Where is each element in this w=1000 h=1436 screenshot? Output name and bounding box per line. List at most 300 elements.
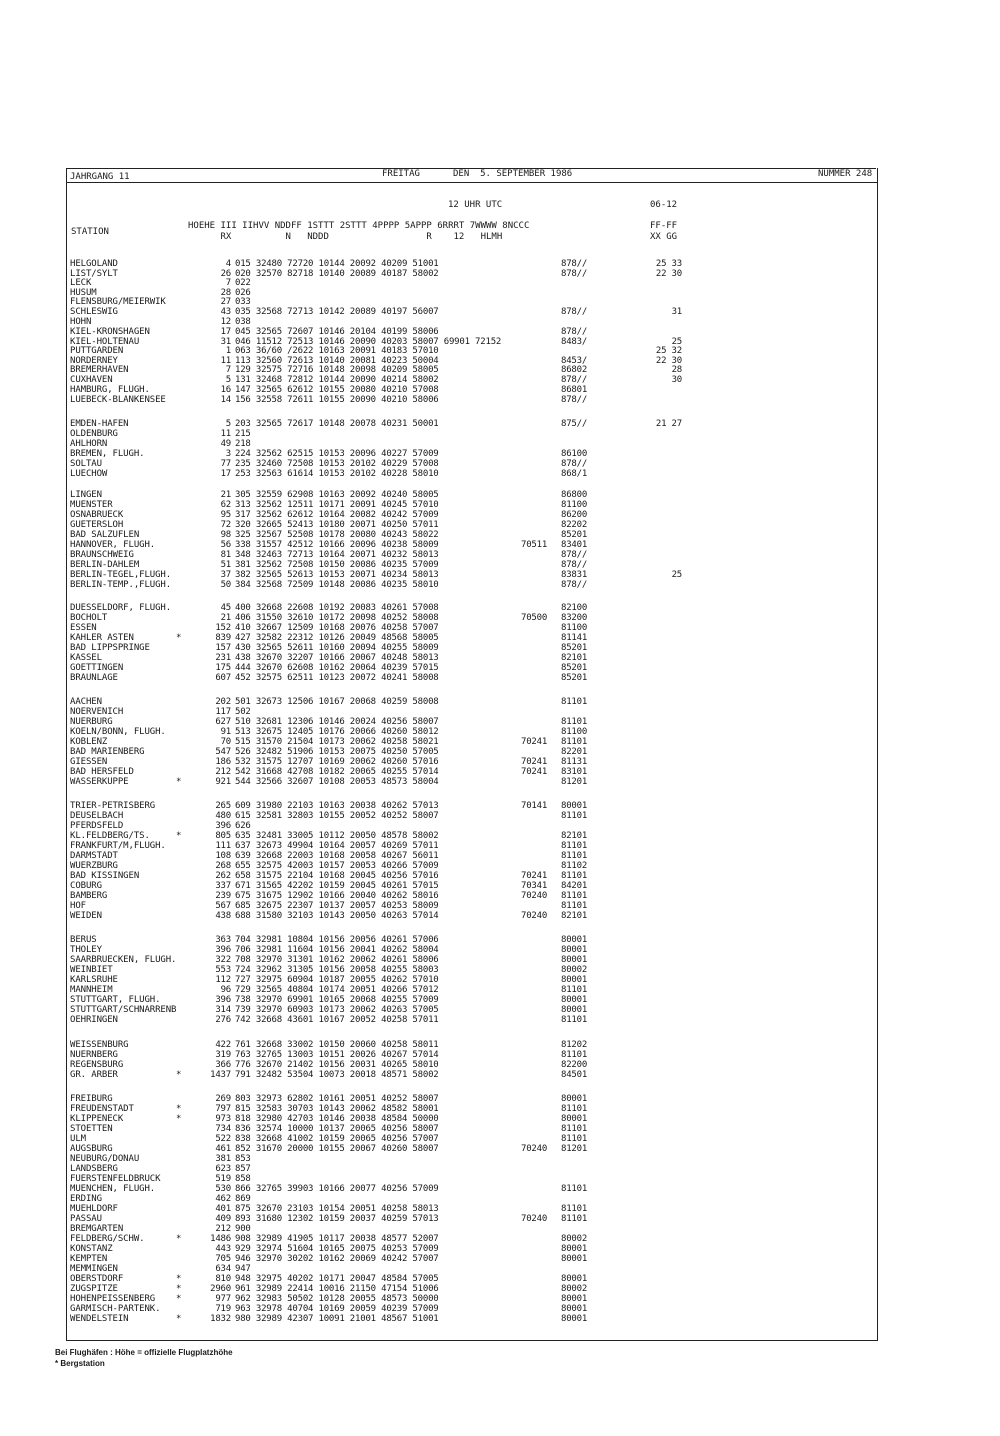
station-code-groups: 852 31670 20000 10155 20067 40260 58007: [235, 1144, 439, 1154]
station-code-groups: 776 32670 21402 10156 20031 40265 58010: [235, 1060, 439, 1070]
cloud-group-8: 81101: [561, 717, 588, 727]
weather-group-7: 70241: [521, 757, 548, 767]
cloud-group-8: 80001: [561, 955, 588, 965]
station-height: 734: [215, 1124, 231, 1134]
station-height: 396: [215, 945, 231, 955]
cloud-group-8: 81101: [561, 1050, 588, 1060]
station-name: KIEL-HOLTENAU: [70, 337, 140, 347]
cloud-group-8: 86200: [561, 510, 588, 520]
cloud-group-8: 82101: [561, 911, 588, 921]
header-bottom-rule: [66, 182, 878, 183]
cloud-group-8: 81101: [561, 851, 588, 861]
cloud-group-8: 81102: [561, 861, 588, 871]
station-name: NEUBURG/DONAU: [70, 1154, 140, 1164]
station-height: 396: [215, 821, 231, 831]
station-name: MUENCHEN, FLUGH.: [70, 1184, 156, 1194]
station-code-groups: 742 32668 43601 10167 20052 40258 57011: [235, 1015, 439, 1025]
station-code-groups: 129 32575 72716 10148 20098 40209 58005: [235, 365, 439, 375]
station-code-groups: 544 32566 32607 10108 20053 48573 58004: [235, 777, 439, 787]
station-height: 422: [215, 1040, 231, 1050]
station-height: 43: [220, 307, 231, 317]
station-code-groups: 946 32970 30202 10162 20069 40242 57007: [235, 1254, 439, 1264]
cloud-group-8: 81100: [561, 623, 588, 633]
station-name: KARLSRUHE: [70, 975, 118, 985]
station-height: 212: [215, 767, 231, 777]
station-height: 70: [220, 737, 231, 747]
station-height: 519: [215, 1174, 231, 1184]
station-code-groups: 513 32675 12405 10176 20066 40260 58012: [235, 727, 439, 737]
station-code-groups: 675 31675 12902 10166 20040 40262 58016: [235, 891, 439, 901]
station-name: HAMBURG, FLUGH.: [70, 385, 150, 395]
code-column-header-2: RX N NDDD R 12 HLMH: [188, 232, 503, 242]
station-code-groups: 704 32981 10804 10156 20056 40261 57006: [235, 935, 439, 945]
station-code-groups: 305 32559 62908 10163 20092 40240 58005: [235, 490, 439, 500]
footnote-mountain-station: * Bergstation: [55, 1359, 105, 1368]
station-height: 56: [220, 540, 231, 550]
station-name: PUTTGARDEN: [70, 346, 124, 356]
station-name: ERDING: [70, 1194, 102, 1204]
station-height: 1: [225, 346, 231, 356]
station-name: KASSEL: [70, 653, 102, 663]
station-name: BAD SALZUFLEN: [70, 530, 140, 540]
station-name: COBURG: [70, 881, 102, 891]
station-height: 363: [215, 935, 231, 945]
station-code-groups: 688 31580 32103 10143 20050 40263 57014: [235, 911, 439, 921]
station-height: 839: [215, 633, 231, 643]
station-code-groups: 875 32670 23103 10154 20051 40258 58013: [235, 1204, 439, 1214]
station-code-groups: 761 32668 33002 10150 20060 40258 58011: [235, 1040, 439, 1050]
station-height: 977: [215, 1294, 231, 1304]
station-code-groups: 908 32989 41905 10117 20038 48577 52007: [235, 1234, 439, 1244]
cloud-group-8: 85201: [561, 530, 588, 540]
station-name: WEIDEN: [70, 911, 102, 921]
station-code-groups: 427 32582 22312 10126 20049 48568 58005: [235, 633, 439, 643]
station-name: KLIPPENECK: [70, 1114, 124, 1124]
cloud-group-8: 81101: [561, 1204, 588, 1214]
station-name: FREUDENSTADT: [70, 1104, 134, 1114]
station-height: 322: [215, 955, 231, 965]
cloud-group-8: 80001: [561, 1094, 588, 1104]
cloud-group-8: 80001: [561, 1314, 588, 1324]
cloud-group-8: 83200: [561, 613, 588, 623]
station-code-groups: 615 32581 32803 10155 20052 40252 58007: [235, 811, 439, 821]
station-name: BERLIN-DAHLEM: [70, 560, 140, 570]
station-name: MANNHEIM: [70, 985, 113, 995]
cloud-group-8: 81201: [561, 777, 588, 787]
station-height: 381: [215, 1154, 231, 1164]
station-code-groups: 532 31575 12707 10169 20062 40260 57016: [235, 757, 439, 767]
station-code-groups: 046 11512 72513 10146 20090 40203 58007 69901 72152: [235, 337, 502, 347]
weather-group-7: 70240: [521, 1144, 548, 1154]
station-name: MUENSTER: [70, 500, 113, 510]
station-name: BRAUNLAGE: [70, 673, 118, 683]
cloud-group-8: 81141: [561, 633, 588, 643]
date-label: DEN 5. SEPTEMBER 1986: [453, 169, 573, 179]
cloud-group-8: 80001: [561, 945, 588, 955]
station-name: OLDENBURG: [70, 429, 118, 439]
station-name: BRAUNSCHWEIG: [70, 550, 134, 560]
station-height: 805: [215, 831, 231, 841]
gust-value: 25 32: [655, 346, 682, 356]
station-height: 212: [215, 1224, 231, 1234]
station-name: FREIBURG: [70, 1094, 113, 1104]
gust-value: 28: [671, 365, 682, 375]
station-height: 719: [215, 1304, 231, 1314]
station-code-groups: 501 32673 12506 10167 20068 40259 58008: [235, 697, 439, 707]
station-code-groups: 022: [235, 278, 251, 288]
station-name: SAARBRUECKEN, FLUGH.: [70, 955, 177, 965]
gust-column-header-1: FF-FF: [650, 221, 678, 231]
station-height: 7: [225, 365, 231, 375]
station-name: THOLEY: [70, 945, 102, 955]
station-code-groups: 869: [235, 1194, 251, 1204]
station-height: 2960: [210, 1284, 231, 1294]
station-code-groups: 947: [235, 1264, 251, 1274]
station-code-groups: 635 32481 33005 10112 20050 48578 58002: [235, 831, 439, 841]
mountain-station-mark: *: [176, 1284, 182, 1294]
station-height: 11: [220, 429, 231, 439]
station-height: 239: [215, 891, 231, 901]
cloud-group-8: 80001: [561, 975, 588, 985]
cloud-group-8: 81201: [561, 1144, 588, 1154]
station-height: 108: [215, 851, 231, 861]
station-name: LUEBECK-BLANKENSEE: [70, 395, 166, 405]
gust-value: 21 27: [655, 419, 682, 429]
station-height: 3: [225, 449, 231, 459]
station-name: ESSEN: [70, 623, 97, 633]
station-name: BOCHOLT: [70, 613, 108, 623]
station-name: BREMERHAVEN: [70, 365, 129, 375]
cloud-group-8: 81100: [561, 727, 588, 737]
station-code-groups: 900: [235, 1224, 251, 1234]
station-name: TRIER-PETRISBERG: [70, 801, 156, 811]
station-code-groups: 706 32981 11604 10156 20041 40262 58004: [235, 945, 439, 955]
station-height: 16: [220, 385, 231, 395]
station-height: 51: [220, 560, 231, 570]
station-name: BAMBERG: [70, 891, 108, 901]
station-height: 810: [215, 1274, 231, 1284]
cloud-group-8: 81101: [561, 811, 588, 821]
mountain-station-mark: *: [176, 1114, 182, 1124]
station-name: FELDBERG/SCHW.: [70, 1234, 145, 1244]
station-name: AACHEN: [70, 697, 102, 707]
cloud-group-8: 81101: [561, 1124, 588, 1134]
cloud-group-8: 86800: [561, 490, 588, 500]
station-name: BAD HERSFELD: [70, 767, 134, 777]
station-height: 396: [215, 995, 231, 1005]
left-border: [66, 168, 67, 1341]
station-height: 17: [220, 327, 231, 337]
station-name: KEMPTEN: [70, 1254, 108, 1264]
cloud-group-8: 81101: [561, 1134, 588, 1144]
station-name: HELGOLAND: [70, 259, 118, 269]
station-height: 14: [220, 395, 231, 405]
station-code-groups: 444 32670 62608 10162 20064 40239 57015: [235, 663, 439, 673]
station-name: FLENSBURG/MEIERWIK: [70, 297, 166, 307]
station-code-groups: 045 32565 72607 10146 20104 40199 58006: [235, 327, 439, 337]
station-code-groups: 791 32482 53504 10073 20018 48571 58002: [235, 1070, 439, 1080]
station-name: LIST/SYLT: [70, 269, 118, 279]
station-code-groups: 406 31550 32610 10172 20098 40252 58008: [235, 613, 439, 623]
station-code-groups: 410 32667 12509 10168 20076 40258 57007: [235, 623, 439, 633]
station-height: 522: [215, 1134, 231, 1144]
station-code-groups: 430 32565 52611 10160 20094 40255 58009: [235, 643, 439, 653]
station-height: 268: [215, 861, 231, 871]
station-height: 45: [220, 603, 231, 613]
cloud-group-8: 878//: [561, 269, 588, 279]
station-code-groups: 626: [235, 821, 251, 831]
cloud-group-8: 81101: [561, 1184, 588, 1194]
station-code-groups: 655 32575 42003 10157 20053 40266 57009: [235, 861, 439, 871]
cloud-group-8: 81100: [561, 500, 588, 510]
station-code-groups: 038: [235, 317, 251, 327]
station-height: 623: [215, 1164, 231, 1174]
bottom-rule: [66, 1340, 878, 1341]
mountain-station-mark: *: [176, 633, 182, 643]
station-name: MEMMINGEN: [70, 1264, 118, 1274]
cloud-group-8: 82100: [561, 603, 588, 613]
cloud-group-8: 878//: [561, 580, 588, 590]
station-name: PASSAU: [70, 1214, 102, 1224]
station-height: 31: [220, 337, 231, 347]
issue-number: NUMMER 248: [818, 169, 873, 179]
station-name: GOETTINGEN: [70, 663, 124, 673]
station-height: 461: [215, 1144, 231, 1154]
station-height: 705: [215, 1254, 231, 1264]
station-height: 111: [215, 841, 231, 851]
station-name: AUGSBURG: [70, 1144, 113, 1154]
station-code-groups: 963 32978 40704 10169 20059 40239 57009: [235, 1304, 439, 1314]
cloud-group-8: 81202: [561, 1040, 588, 1050]
station-height: 37: [220, 570, 231, 580]
station-code-groups: 609 31980 22103 10163 20038 40262 57013: [235, 801, 439, 811]
weather-group-7: 70141: [521, 801, 548, 811]
cloud-group-8: 81101: [561, 1104, 588, 1114]
cloud-group-8: 80001: [561, 1114, 588, 1124]
station-name: WENDELSTEIN: [70, 1314, 129, 1324]
station-name: OEHRINGEN: [70, 1015, 118, 1025]
station-height: 28: [220, 288, 231, 298]
station-code-groups: 400 32668 22608 10192 20083 40261 57008: [235, 603, 439, 613]
station-code-groups: 063 36/60 /2622 10163 20091 40183 57010: [235, 346, 439, 356]
station-height: 634: [215, 1264, 231, 1274]
station-height: 77: [220, 459, 231, 469]
station-height: 157: [215, 643, 231, 653]
station-height: 50: [220, 580, 231, 590]
station-code-groups: 763 32765 13003 10151 20026 40267 57014: [235, 1050, 439, 1060]
station-code-groups: 384 32568 72509 10148 20086 40235 58010: [235, 580, 439, 590]
mountain-station-mark: *: [176, 1294, 182, 1304]
station-code-groups: 348 32463 72713 10164 20071 40232 58013: [235, 550, 439, 560]
station-name: HOF: [70, 901, 86, 911]
station-height: 480: [215, 811, 231, 821]
station-height: 262: [215, 871, 231, 881]
station-code-groups: 639 32668 22003 10168 20058 40267 56011: [235, 851, 439, 861]
station-name: STUTTGART, FLUGH.: [70, 995, 161, 1005]
cloud-group-8: 878//: [561, 395, 588, 405]
station-height: 72: [220, 520, 231, 530]
station-name: NUERNBERG: [70, 1050, 118, 1060]
station-code-groups: 858: [235, 1174, 251, 1184]
station-name: ZUGSPITZE: [70, 1284, 118, 1294]
station-height: 62: [220, 500, 231, 510]
weather-group-7: 70341: [521, 881, 548, 891]
station-name: GARMISCH-PARTENK.: [70, 1304, 161, 1314]
station-code-groups: 026: [235, 288, 251, 298]
station-height: 96: [220, 985, 231, 995]
cloud-group-8: 878//: [561, 259, 588, 269]
station-code-groups: 510 32681 12306 10146 20024 40256 58007: [235, 717, 439, 727]
station-name: KIEL-KRONSHAGEN: [70, 327, 150, 337]
station-name: BERLIN-TEGEL,FLUGH.: [70, 570, 172, 580]
station-name: DUESSELDORF, FLUGH.: [70, 603, 172, 613]
cloud-group-8: 80002: [561, 1284, 588, 1294]
station-code-groups: 815 32583 30703 10143 20062 48582 58001: [235, 1104, 439, 1114]
station-height: 366: [215, 1060, 231, 1070]
station-name: LUECHOW: [70, 469, 108, 479]
cloud-group-8: 80001: [561, 1254, 588, 1264]
cloud-group-8: 878//: [561, 459, 588, 469]
weather-group-7: 70500: [521, 613, 548, 623]
station-code-groups: 542 31668 42708 10182 20065 40255 57014: [235, 767, 439, 777]
station-height: 1437: [210, 1070, 231, 1080]
station-height: 401: [215, 1204, 231, 1214]
weekday-label: FREITAG: [382, 169, 420, 179]
cloud-group-8: 83401: [561, 540, 588, 550]
station-code-groups: 438 32670 32207 10166 20067 40248 58013: [235, 653, 439, 663]
jahrgang-label: JAHRGANG 11: [70, 172, 130, 182]
gust-value: 31: [671, 307, 682, 317]
station-height: 231: [215, 653, 231, 663]
station-height: 95: [220, 510, 231, 520]
observation-time: 12 UHR UTC: [448, 200, 503, 210]
cloud-group-8: 81101: [561, 1015, 588, 1025]
station-name: STOETTEN: [70, 1124, 113, 1134]
station-code-groups: 961 32989 22414 10016 21150 47154 51006: [235, 1284, 439, 1294]
station-height: 4: [225, 259, 231, 269]
station-name: HANNOVER, FLUGH.: [70, 540, 156, 550]
cloud-group-8: 80001: [561, 801, 588, 811]
station-code-groups: 637 32673 49904 10164 20057 40269 57011: [235, 841, 439, 851]
station-height: 921: [215, 777, 231, 787]
cloud-group-8: 81101: [561, 841, 588, 851]
station-code-groups: 033: [235, 297, 251, 307]
station-height: 319: [215, 1050, 231, 1060]
station-code-groups: 929 32974 51604 10165 20075 40253 57009: [235, 1244, 439, 1254]
station-code-groups: 853: [235, 1154, 251, 1164]
station-code-groups: 338 31557 42512 10166 20096 40238 58009: [235, 540, 439, 550]
station-code-groups: 203 32565 72617 10148 20078 40231 50001: [235, 419, 439, 429]
station-height: 21: [220, 490, 231, 500]
mountain-station-mark: *: [176, 831, 182, 841]
station-height: 530: [215, 1184, 231, 1194]
station-height: 314: [215, 1005, 231, 1015]
station-code-groups: 313 32562 12511 10171 20091 40245 57010: [235, 500, 439, 510]
cloud-group-8: 81101: [561, 697, 588, 707]
cloud-group-8: 80001: [561, 935, 588, 945]
station-name: KOELN/BONN, FLUGH.: [70, 727, 166, 737]
weather-group-7: 70241: [521, 871, 548, 881]
station-height: 11: [220, 356, 231, 366]
station-height: 12: [220, 317, 231, 327]
station-name: GIESSEN: [70, 757, 108, 767]
station-height: 567: [215, 901, 231, 911]
cloud-group-8: 8483/: [561, 337, 588, 347]
station-code-groups: 218: [235, 439, 251, 449]
mountain-station-mark: *: [176, 1234, 182, 1244]
header-top-rule: [66, 168, 876, 169]
station-name: GUETERSLOH: [70, 520, 124, 530]
station-code-groups: 215: [235, 429, 251, 439]
gust-value: 25: [671, 570, 682, 580]
weather-group-7: 70240: [521, 891, 548, 901]
cloud-group-8: 80001: [561, 1294, 588, 1304]
station-name: STUTTGART/SCHNARRENB: [70, 1005, 177, 1015]
station-code-groups: 035 32568 72713 10142 20089 40197 56007: [235, 307, 439, 317]
station-height: 91: [220, 727, 231, 737]
cloud-group-8: 8453/: [561, 356, 588, 366]
cloud-group-8: 80002: [561, 965, 588, 975]
station-code-groups: 948 32975 40202 10171 20047 48584 57005: [235, 1274, 439, 1284]
weather-group-7: 70240: [521, 1214, 548, 1224]
station-name: KONSTANZ: [70, 1244, 113, 1254]
weather-group-7: 70511: [521, 540, 548, 550]
weather-group-7: 70240: [521, 911, 548, 921]
station-height: 186: [215, 757, 231, 767]
station-code-groups: 320 32665 52413 10180 20071 40250 57011: [235, 520, 439, 530]
mountain-station-mark: *: [176, 1314, 182, 1324]
station-code-groups: 515 31570 21504 10173 20062 40258 58021: [235, 737, 439, 747]
cloud-group-8: 878//: [561, 560, 588, 570]
station-name: SCHLESWIG: [70, 307, 118, 317]
code-column-header-1: HOEHE III IIHVV NDDFF 1STTT 2STTT 4PPPP 5APPP 6RRRT 7WWWW 8NCCC: [188, 221, 530, 231]
cloud-group-8: 85201: [561, 643, 588, 653]
station-name: OSNABRUECK: [70, 510, 124, 520]
station-code-groups: 857: [235, 1164, 251, 1174]
station-name: BAD KISSINGEN: [70, 871, 140, 881]
station-name: WASSERKUPPE: [70, 777, 129, 787]
station-name: WEISSENBURG: [70, 1040, 129, 1050]
station-name: BAD MARIENBERG: [70, 747, 145, 757]
station-height: 797: [215, 1104, 231, 1114]
station-name: KOBLENZ: [70, 737, 108, 747]
station-code-groups: 671 31565 42202 10159 20045 40261 57015: [235, 881, 439, 891]
gust-value: 25 33: [655, 259, 682, 269]
cloud-group-8: 875//: [561, 419, 588, 429]
cloud-group-8: 86801: [561, 385, 588, 395]
station-code-groups: 015 32480 72720 10144 20092 40209 51001: [235, 259, 439, 269]
cloud-group-8: 878//: [561, 327, 588, 337]
station-name: NORDERNEY: [70, 356, 118, 366]
station-name: FRANKFURT/M,FLUGH.: [70, 841, 166, 851]
station-code-groups: 866 32765 39903 10166 20077 40256 57009: [235, 1184, 439, 1194]
cloud-group-8: 84501: [561, 1070, 588, 1080]
station-name: NOERVENICH: [70, 707, 124, 717]
station-code-groups: 235 32460 72508 10153 20102 40229 57008: [235, 459, 439, 469]
cloud-group-8: 81101: [561, 1214, 588, 1224]
station-code-groups: 156 32558 72611 10155 20090 40210 58006: [235, 395, 439, 405]
station-code-groups: 838 32668 41002 10159 20065 40256 57007: [235, 1134, 439, 1144]
station-code-groups: 131 32468 72812 10144 20090 40214 58002: [235, 375, 439, 385]
station-height: 607: [215, 673, 231, 683]
station-height: 17: [220, 469, 231, 479]
station-height: 547: [215, 747, 231, 757]
cloud-group-8: 878//: [561, 550, 588, 560]
station-name: BERLIN-TEMP.,FLUGH.: [70, 580, 172, 590]
station-height: 5: [225, 375, 231, 385]
mountain-station-mark: *: [176, 1274, 182, 1284]
cloud-group-8: 85201: [561, 663, 588, 673]
